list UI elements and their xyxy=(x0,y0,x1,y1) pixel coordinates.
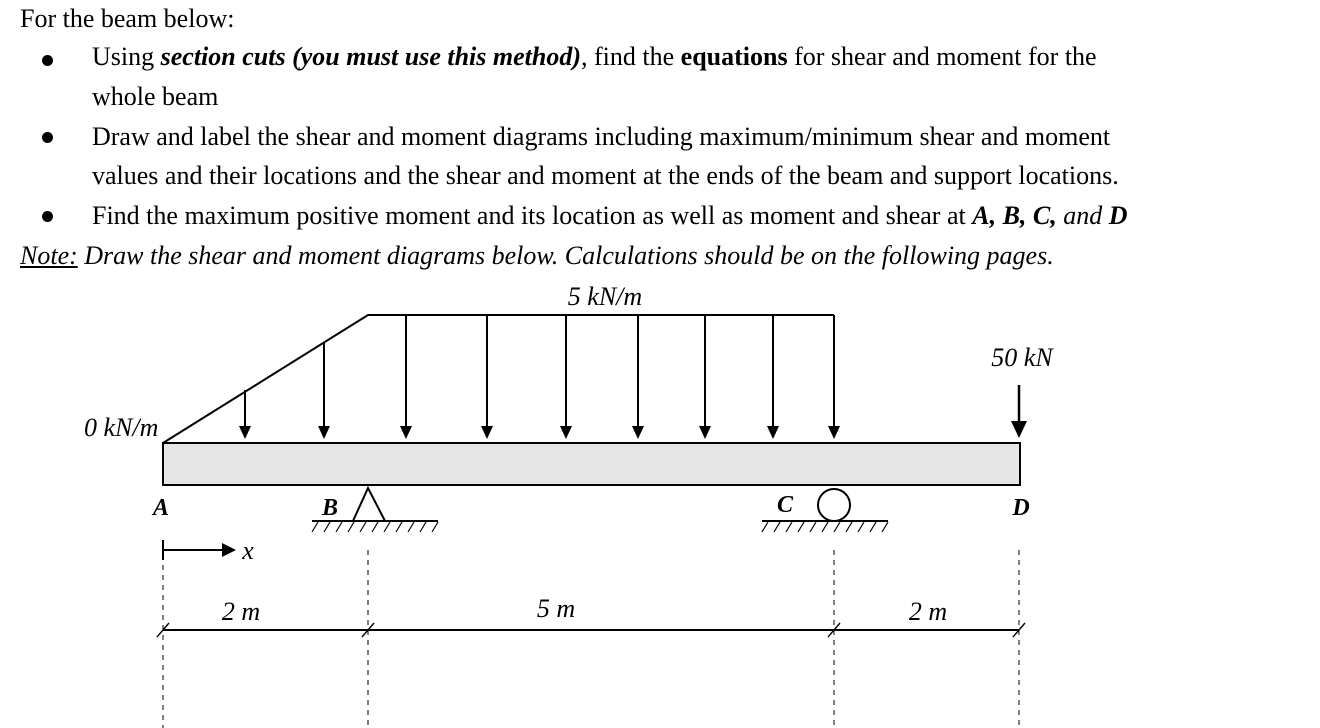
span-label-cd: 2 m xyxy=(908,597,948,626)
bullet-2-line-1: Draw and label the shear and moment diagrams including maximum/minimum shear and moment xyxy=(92,122,1111,151)
bullet-1-text-e: for shear and moment for the xyxy=(787,42,1097,71)
intro-text: For the beam below: xyxy=(20,4,235,33)
start-load-label: 0 kN/m xyxy=(84,413,159,442)
load-arrowhead-7 xyxy=(699,426,711,439)
load-arrowhead-5 xyxy=(560,426,572,439)
point-label-a: A xyxy=(152,495,170,521)
bullet-3-text-d: D xyxy=(1108,201,1128,230)
bullet-3-text-b: A, B, C, xyxy=(972,201,1057,230)
load-arrowhead-8 xyxy=(767,426,779,439)
load-arrowhead-2 xyxy=(318,426,330,439)
load-arrowhead-1 xyxy=(239,426,251,439)
point-label-b: B xyxy=(321,495,339,521)
bullet-1-text-b: section cuts (you must use this method) xyxy=(160,42,582,71)
distributed-load-outline xyxy=(163,315,834,443)
x-axis-label: x xyxy=(242,536,254,565)
bullet-1-text-a: Using xyxy=(92,42,161,71)
point-label-d: D xyxy=(1012,495,1030,521)
bullet-2-line-2: values and their locations and the shear and moment at the ends of the beam and support locations. xyxy=(92,161,1119,190)
bullet-3-text-c: and xyxy=(1056,201,1109,230)
bullet-3-text-a: Find the maximum positive moment and its location as well as moment and shear at xyxy=(92,201,973,230)
bullet-1-text-c: , find the xyxy=(581,42,681,71)
point-load-arrowhead xyxy=(1011,421,1027,438)
span-label-ab: 2 m xyxy=(221,597,261,626)
extension-lines xyxy=(163,550,1019,728)
load-arrowheads xyxy=(239,426,840,439)
note-text: Draw the shear and moment diagrams below. Calculations should be on the following pages. xyxy=(77,241,1054,270)
note-label: Note: xyxy=(20,241,78,270)
point-load-label: 50 kN xyxy=(991,343,1053,372)
bullet-1-text-d: equations xyxy=(680,42,788,71)
bullet-1-line-2: whole beam xyxy=(92,82,219,111)
load-arrowhead-9 xyxy=(828,426,840,439)
load-arrowhead-6 xyxy=(632,426,644,439)
distributed-load-label: 5 kN/m xyxy=(567,282,643,311)
beam xyxy=(163,443,1020,485)
point-label-c: C xyxy=(776,492,794,518)
load-arrowhead-4 xyxy=(481,426,493,439)
load-arrows xyxy=(245,315,834,436)
load-arrowhead-3 xyxy=(400,426,412,439)
x-axis-arrowhead xyxy=(222,543,236,557)
span-label-bc: 5 m xyxy=(536,594,576,623)
